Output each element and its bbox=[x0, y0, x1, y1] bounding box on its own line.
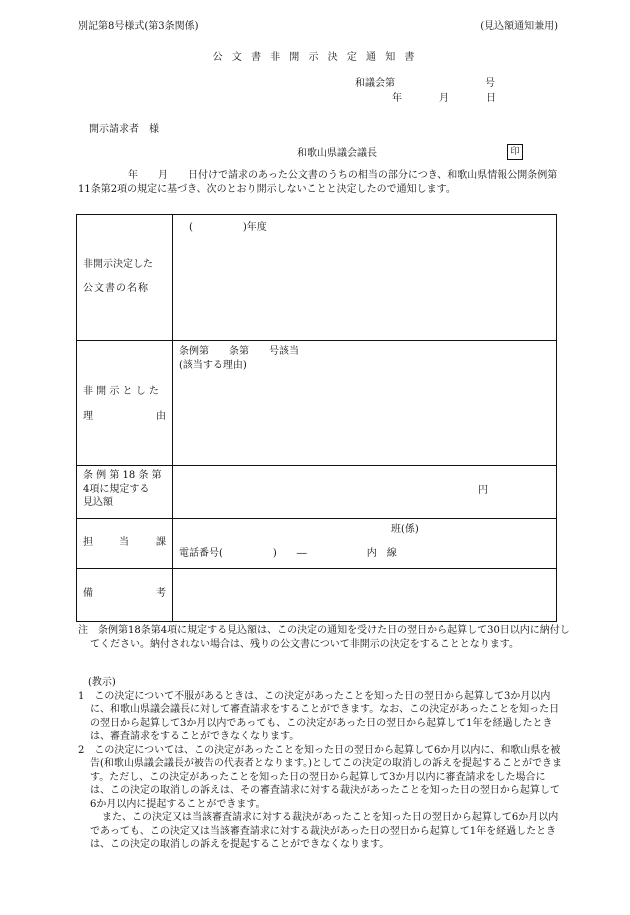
label-text: 非開示決定した bbox=[83, 259, 153, 270]
table-row bbox=[77, 519, 557, 569]
label-text: 公文書の名称 bbox=[83, 282, 149, 294]
label-document-name bbox=[77, 215, 173, 341]
issuer: 和歌山県議会議長 bbox=[297, 148, 377, 159]
requester: 開示請求者 様 bbox=[89, 124, 159, 135]
section-text: 班(係) bbox=[391, 524, 419, 535]
table-row bbox=[77, 215, 557, 341]
department-cell[interactable] bbox=[173, 519, 557, 569]
decision-table bbox=[76, 214, 557, 622]
label-text: 課 bbox=[156, 537, 166, 548]
yen-unit: 円 bbox=[478, 485, 488, 496]
form-id: 別記第8号様式(第3条関係) bbox=[78, 21, 199, 32]
reason-text: (該当する理由) bbox=[179, 359, 247, 371]
page-title: 公 文 書 非 開 示 決 定 通 知 書 bbox=[212, 52, 418, 63]
intro-paragraph: 年 月 日付けで請求のあった公文書のうちの相当の部分につき、和歌山県情報公開条例第11条第2項の規定に基づき、次のとおり開示しないことと決定したので通知します。 bbox=[78, 170, 558, 195]
label-text: 4項に規定する bbox=[83, 483, 150, 495]
article-text: 条例第 条第 号該当 bbox=[179, 346, 299, 357]
phone-text: 電話番号( ) ― 内 線 bbox=[179, 547, 397, 559]
label-text: 考 bbox=[156, 588, 166, 599]
label-text: 非 開 示 と し た bbox=[83, 386, 159, 397]
label-text: 備 bbox=[83, 588, 93, 599]
doc-no-prefix: 和議会第 bbox=[355, 78, 395, 89]
document-number bbox=[355, 77, 495, 91]
instructions-section bbox=[78, 676, 562, 852]
seal-mark: 印 bbox=[507, 144, 523, 160]
label-department bbox=[77, 519, 173, 569]
instruction-item-2-para2: また、この決定又は当該審査請求に対する裁決があったことを知った日の翌日から起算して6か月以内であっても、この決定又は当該審査請求に対する裁決があった日の翌日から起算して1年を経過したときは、この決定の取消しの訴えを提起することができなくなります。 bbox=[90, 812, 559, 850]
fiscal-year-text: ( )年度 bbox=[179, 222, 267, 233]
label-text: 担 bbox=[83, 537, 93, 548]
footnote: 注 条例第18条第4項に規定する見込額は、この決定の通知を受けた日の翌日から起算して30日以内に納付してください。納付されない場合は、残りの公文書について非開示の決定をすることとなります。 bbox=[78, 625, 570, 650]
doc-no-suffix: 号 bbox=[485, 78, 495, 89]
note-right: (見込額通知兼用) bbox=[480, 21, 558, 32]
label-text: 当 bbox=[119, 537, 129, 548]
date-year: 年 bbox=[392, 93, 402, 104]
label-remarks bbox=[77, 569, 173, 622]
date-day: 日 bbox=[486, 93, 496, 104]
table-row bbox=[77, 466, 557, 519]
remarks-text bbox=[173, 569, 556, 577]
label-text: 条 例 第 18 条 第 bbox=[83, 470, 162, 481]
estimated-amount-cell[interactable] bbox=[173, 466, 557, 519]
label-text: 見込額 bbox=[83, 497, 113, 508]
label-estimated-amount bbox=[77, 466, 173, 519]
label-reason bbox=[77, 341, 173, 466]
table-row bbox=[77, 569, 557, 622]
label-text: 理 bbox=[83, 410, 93, 422]
instruction-item-1: 1 この決定について不服があるときは、この決定があったことを知った日の翌日から起算して3か月以内に、和歌山県議会議長に対して審査請求をすることができます。なお、この決定があったことを知った日の翌日から起算して3か月以内であっても、この決定があった日の翌日から起算して1年を経過したときは、審査請求をすることができなくなります。 bbox=[78, 690, 560, 742]
reason-cell[interactable] bbox=[173, 341, 557, 466]
remarks-cell[interactable] bbox=[173, 569, 557, 622]
date-month: 月 bbox=[439, 93, 449, 104]
instructions-heading: (教示) bbox=[78, 677, 116, 688]
table-row bbox=[77, 341, 557, 466]
label-text: 由 bbox=[156, 410, 166, 422]
instruction-item-2: 2 この決定については、この決定があったことを知った日の翌日から起算して6か月以内に、和歌山県を被告(和歌山県議会議長が被告の代表者となります。)としてこの決定の取消しの訴えを提起することができます。ただし、この決定があったことを知った日の翌日から起算して3か月以内に審査請求をした場合には、この決定の取消しの訴えは、その審査請求に対する裁決があったことを知った日の翌日から起算して6か月以内に提起することができます。 bbox=[78, 744, 563, 810]
document-name-cell[interactable] bbox=[173, 215, 557, 341]
